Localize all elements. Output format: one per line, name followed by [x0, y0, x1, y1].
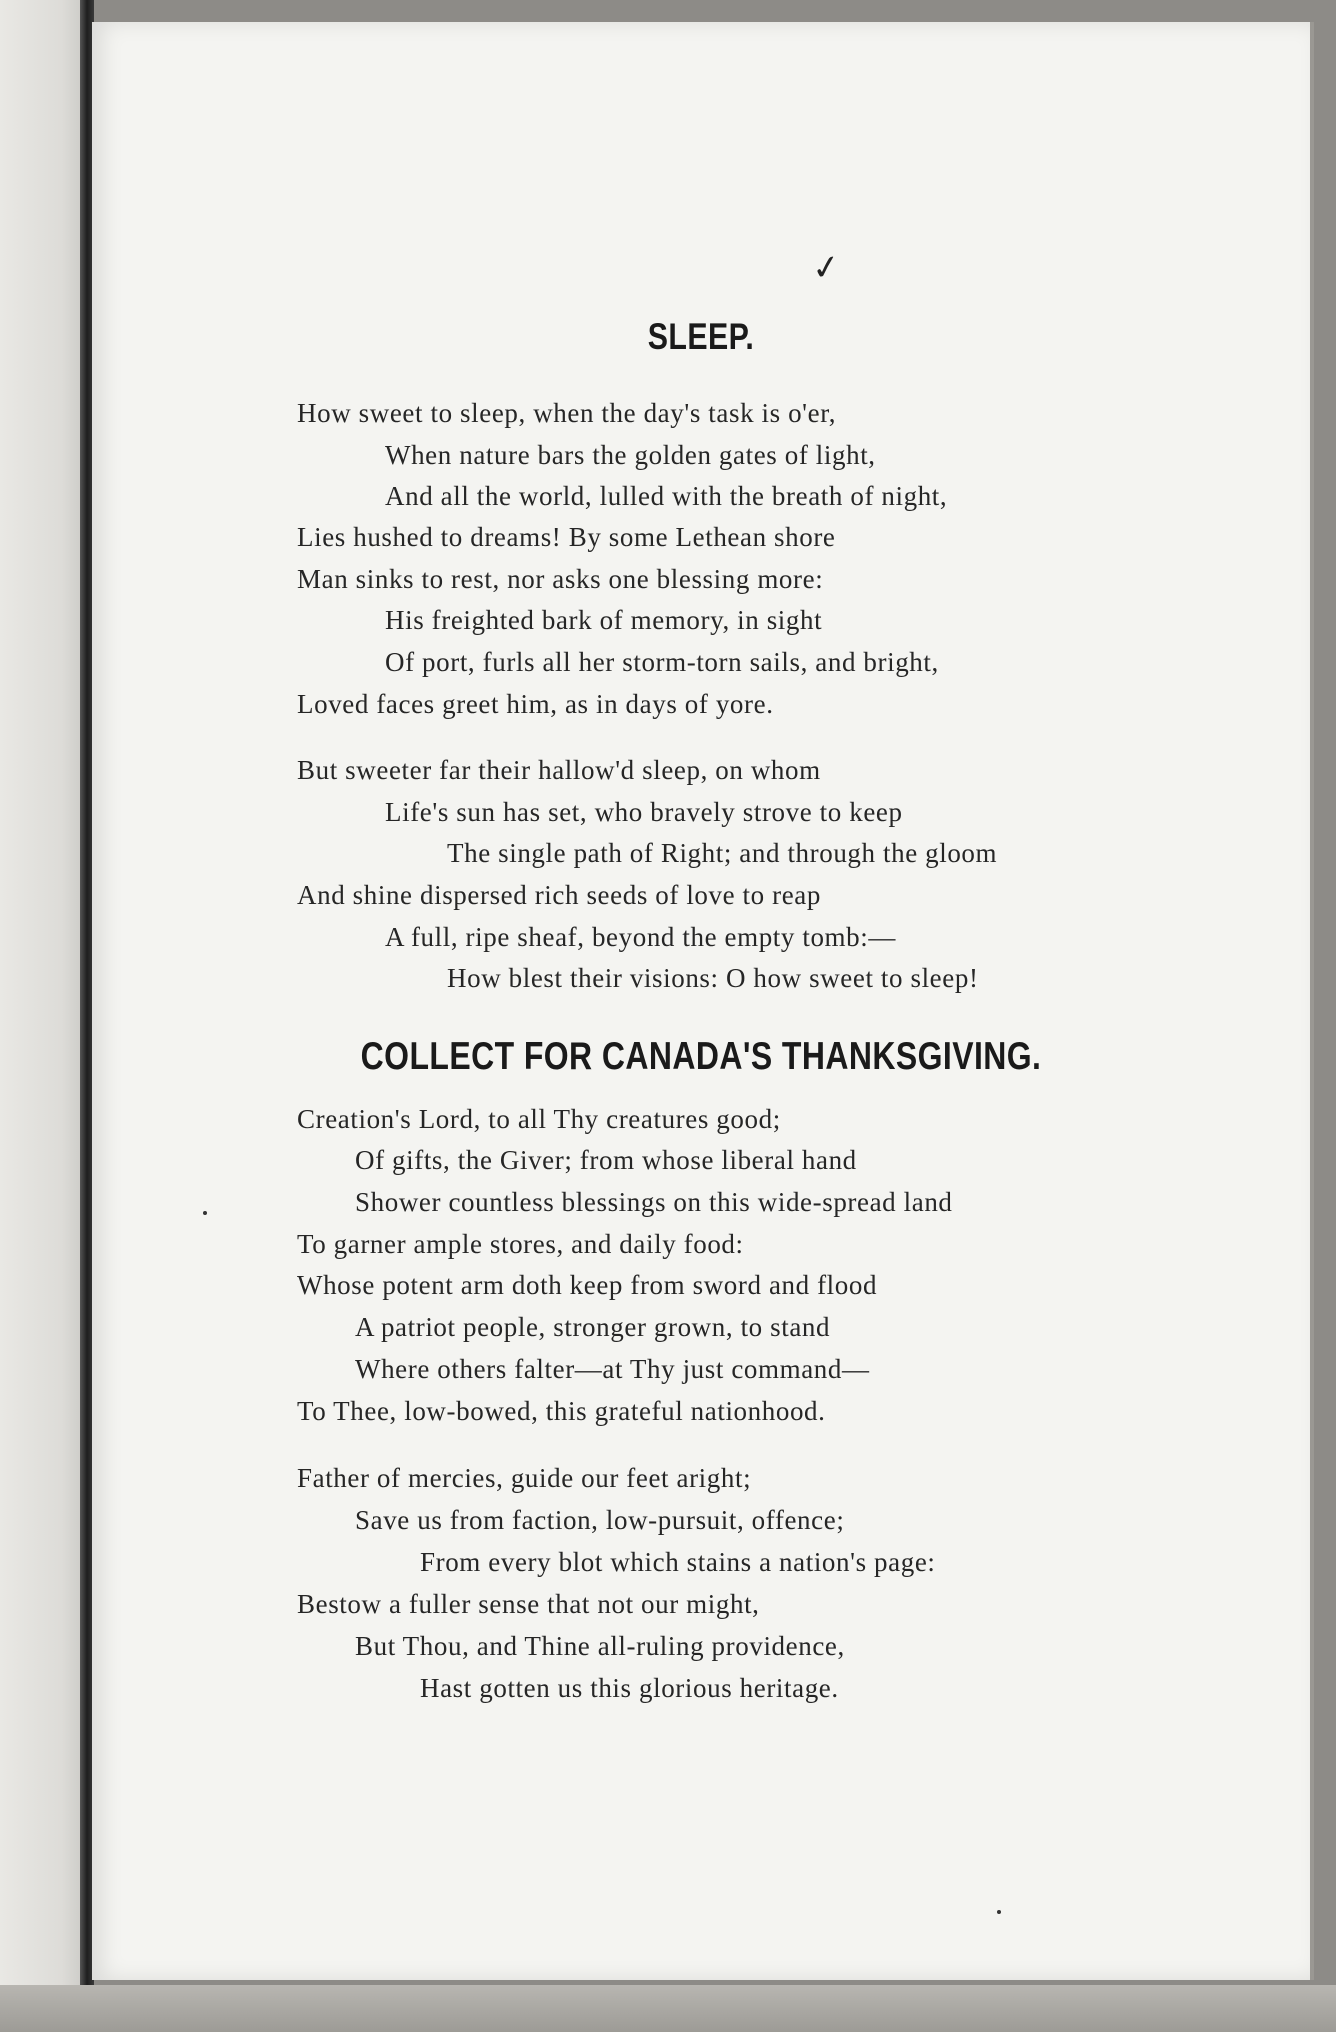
poem-line: To Thee, low-bowed, this grateful nationhood.	[297, 1396, 826, 1426]
poem-line: When nature bars the golden gates of light,	[385, 440, 876, 470]
poem-line: Loved faces greet him, as in days of yore.	[297, 689, 774, 719]
scan-background-strip	[0, 1985, 1336, 2032]
poem-line: Shower countless blessings on this wide-spread land	[355, 1187, 953, 1217]
poem-line: Of port, furls all her storm-torn sails, and bright,	[385, 647, 939, 677]
poem-title-collect: COLLECT FOR CANADA'S THANKSGIVING.	[360, 1035, 1042, 1078]
poem-line: But sweeter far their hallow'd sleep, on whom	[297, 755, 821, 785]
poem-title-sleep: SLEEP.	[647, 316, 755, 357]
poem-line: And all the world, lulled with the breath of night,	[385, 481, 948, 511]
poem-line: But Thou, and Thine all-ruling providence,	[355, 1631, 845, 1661]
poem-line: His freighted bark of memory, in sight	[385, 605, 823, 635]
poem-line: How blest their visions: O how sweet to sleep!	[447, 963, 979, 993]
speck	[203, 1211, 207, 1215]
poem-line: Of gifts, the Giver; from whose liberal hand	[355, 1145, 857, 1175]
poem-line: Man sinks to rest, nor asks one blessing more:	[297, 564, 824, 594]
poem-line: To garner ample stores, and daily food:	[297, 1229, 744, 1259]
poem-line: How sweet to sleep, when the day's task is o'er,	[297, 398, 837, 428]
poem-line: A full, ripe sheaf, beyond the empty tomb:—	[385, 922, 896, 952]
poem-line: Creation's Lord, to all Thy creatures good;	[297, 1104, 781, 1134]
poem-line: From every blot which stains a nation's page:	[420, 1547, 936, 1577]
poem-line: Lies hushed to dreams! By some Lethean shore	[297, 522, 836, 552]
poem-line: Whose potent arm doth keep from sword and flood	[297, 1270, 878, 1300]
poem-line: Where others falter—at Thy just command—	[355, 1354, 870, 1384]
poem-line: A patriot people, stronger grown, to stand	[355, 1312, 831, 1342]
poem-line: Life's sun has set, who bravely strove to keep	[385, 797, 903, 827]
check-mark: ✓	[809, 248, 844, 289]
facing-page-edge	[0, 0, 88, 2032]
poem-line: And shine dispersed rich seeds of love to reap	[297, 880, 821, 910]
poem-line: Save us from faction, low-pursuit, offence;	[355, 1505, 845, 1535]
poem-line: Bestow a fuller sense that not our might,	[297, 1589, 760, 1619]
poem-line: Father of mercies, guide our feet aright;	[297, 1463, 752, 1493]
poem-line: The single path of Right; and through the gloom	[447, 838, 998, 868]
speck	[997, 1910, 1001, 1914]
poem-line: Hast gotten us this glorious heritage.	[420, 1673, 839, 1703]
